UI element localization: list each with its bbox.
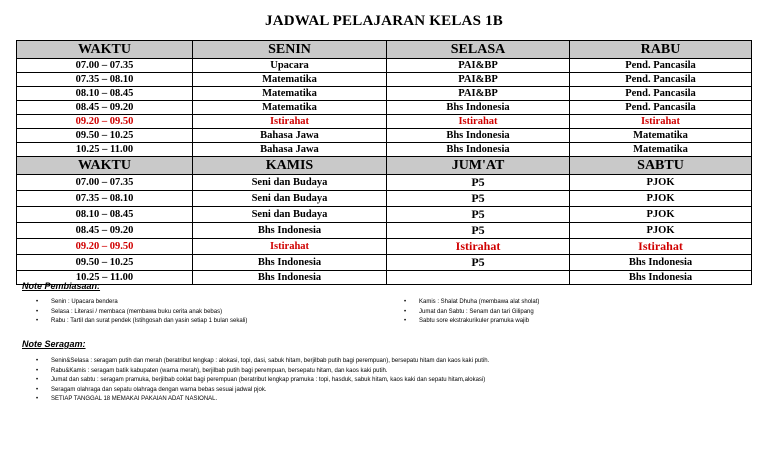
seragam-item: • Senin&Selasa : seragam putih dan merah (beratribut lengkap : alokasi, topi, dasi, sabuk hitam, berjilbab putih bagi perempuan), bersepatu hitam dan kaos kaki putih. — [36, 357, 489, 367]
header-waktu: WAKTU — [17, 41, 193, 59]
table-row — [17, 207, 752, 223]
pembiasaan-item: • Rabu : Tartil dan surat pendek (Istihgosah dan yasin setiap 1 bulan sekali) — [36, 317, 247, 327]
seragam-item: • SETIAP TANGGAL 18 MEMAKAI PAKAIAN ADAT NASIONAL. — [36, 395, 489, 405]
table-row — [17, 129, 752, 143]
selasa-cell: Bhs Indonesia — [387, 101, 570, 115]
seragam-item: • Seragam olahraga dan sepatu olahraga dengan warna bebas sesuai jadwal pjok. — [36, 386, 489, 396]
jumat-cell: P5 — [387, 175, 570, 191]
pembiasaan-item: • Senin : Upacara bendera — [36, 298, 247, 308]
schedule-part-2 — [17, 157, 752, 285]
time-cell: 07.35 – 08.10 — [17, 191, 193, 207]
rabu-cell: Pend. Pancasila — [570, 73, 752, 87]
senin-cell: Matematika — [193, 87, 387, 101]
time-cell: 09.50 – 10.25 — [17, 255, 193, 271]
header-selasa: SELASA — [387, 41, 570, 59]
header-sabtu: SABTU — [570, 157, 752, 175]
kamis-cell: Bhs Indonesia — [193, 255, 387, 271]
sabtu-cell: PJOK — [570, 207, 752, 223]
rabu-cell: Pend. Pancasila — [570, 59, 752, 73]
header-row — [17, 41, 752, 59]
time-cell: 07.00 – 07.35 — [17, 59, 193, 73]
time-cell: 08.45 – 09.20 — [17, 223, 193, 239]
pembiasaan-item: • Selasa : Literasi / membaca (membawa buku cerita anak bebas) — [36, 308, 247, 318]
rabu-cell: Istirahat — [570, 115, 752, 129]
selasa-cell: Bhs Indonesia — [387, 129, 570, 143]
pembiasaan-item: • Kamis : Shalat Dhuha (membawa alat sholat) — [404, 298, 539, 308]
header-row — [17, 157, 752, 175]
sabtu-cell: Bhs Indonesia — [570, 271, 752, 285]
time-cell: 08.10 – 08.45 — [17, 87, 193, 101]
jumat-cell: P5 — [387, 223, 570, 239]
jumat-cell: P5 — [387, 207, 570, 223]
sabtu-cell: PJOK — [570, 223, 752, 239]
schedule-part-1 — [17, 41, 752, 157]
seragam-item: • Jumat dan sabtu : seragam pramuka, berjilbab coklat bagi perempuan (beratribut lengkap pramuka : topi, hasduk, sabuk hitam, kaos kaki dan sepatu hitam,alokasi) — [36, 376, 489, 386]
table-row — [17, 87, 752, 101]
selasa-cell: PAI&BP — [387, 59, 570, 73]
table-row — [17, 223, 752, 239]
pembiasaan-item: • Sabtu sore ekstrakurikuler pramuka wajib — [404, 317, 539, 327]
time-cell: 09.20 – 09.50 — [17, 115, 193, 129]
page-title: JADWAL PELAJARAN KELAS 1B — [265, 13, 503, 29]
rabu-cell: Pend. Pancasila — [570, 101, 752, 115]
jumat-cell: P5 — [387, 191, 570, 207]
sabtu-cell: Istirahat — [570, 239, 752, 255]
time-cell: 07.00 – 07.35 — [17, 175, 193, 191]
table-row — [17, 143, 752, 157]
time-cell: 08.10 – 08.45 — [17, 207, 193, 223]
pembiasaan-item: • Jumat dan Sabtu : Senam dan tari Gilipang — [404, 308, 539, 318]
time-cell: 10.25 – 11.00 — [17, 271, 193, 285]
time-cell: 10.25 – 11.00 — [17, 143, 193, 157]
jumat-cell — [387, 271, 570, 285]
table-row — [17, 59, 752, 73]
sabtu-cell: PJOK — [570, 175, 752, 191]
selasa-cell: PAI&BP — [387, 73, 570, 87]
table-row — [17, 239, 752, 255]
senin-cell: Bahasa Jawa — [193, 129, 387, 143]
time-cell: 07.35 – 08.10 — [17, 73, 193, 87]
note-pembiasaan-heading: Note Pembiasaan: — [22, 281, 101, 291]
header-jumat: JUM'AT — [387, 157, 570, 175]
senin-cell: Bahasa Jawa — [193, 143, 387, 157]
table-row — [17, 115, 752, 129]
selasa-cell: PAI&BP — [387, 87, 570, 101]
rabu-cell: Matematika — [570, 129, 752, 143]
selasa-cell: Bhs Indonesia — [387, 143, 570, 157]
pembiasaan-list-right — [404, 298, 539, 327]
senin-cell: Upacara — [193, 59, 387, 73]
header-kamis: KAMIS — [193, 157, 387, 175]
kamis-cell: Bhs Indonesia — [193, 223, 387, 239]
header-rabu: RABU — [570, 41, 752, 59]
selasa-cell: Istirahat — [387, 115, 570, 129]
schedule-table — [16, 40, 752, 285]
jumat-cell: P5 — [387, 255, 570, 271]
note-seragam-heading: Note Seragam: — [22, 339, 86, 349]
kamis-cell: Istirahat — [193, 239, 387, 255]
kamis-cell: Seni dan Budaya — [193, 191, 387, 207]
table-row — [17, 101, 752, 115]
seragam-item: • Rabu&Kamis : seragam batik kabupaten (warna merah), berjilbab putih bagi perempuan, bersepatu hitam, dan kaos kaki putih. — [36, 367, 489, 377]
jumat-cell: Istirahat — [387, 239, 570, 255]
header-senin: SENIN — [193, 41, 387, 59]
table-row — [17, 175, 752, 191]
rabu-cell: Pend. Pancasila — [570, 87, 752, 101]
seragam-list — [36, 357, 489, 405]
sabtu-cell: Bhs Indonesia — [570, 255, 752, 271]
table-row — [17, 73, 752, 87]
senin-cell: Istirahat — [193, 115, 387, 129]
time-cell: 08.45 – 09.20 — [17, 101, 193, 115]
table-row — [17, 255, 752, 271]
kamis-cell: Seni dan Budaya — [193, 175, 387, 191]
table-row — [17, 191, 752, 207]
senin-cell: Matematika — [193, 101, 387, 115]
senin-cell: Matematika — [193, 73, 387, 87]
table-row — [17, 271, 752, 285]
pembiasaan-list-left — [36, 298, 247, 327]
sabtu-cell: PJOK — [570, 191, 752, 207]
time-cell: 09.50 – 10.25 — [17, 129, 193, 143]
header-waktu: WAKTU — [17, 157, 193, 175]
rabu-cell: Matematika — [570, 143, 752, 157]
kamis-cell: Seni dan Budaya — [193, 207, 387, 223]
time-cell: 09.20 – 09.50 — [17, 239, 193, 255]
kamis-cell: Bhs Indonesia — [193, 271, 387, 285]
